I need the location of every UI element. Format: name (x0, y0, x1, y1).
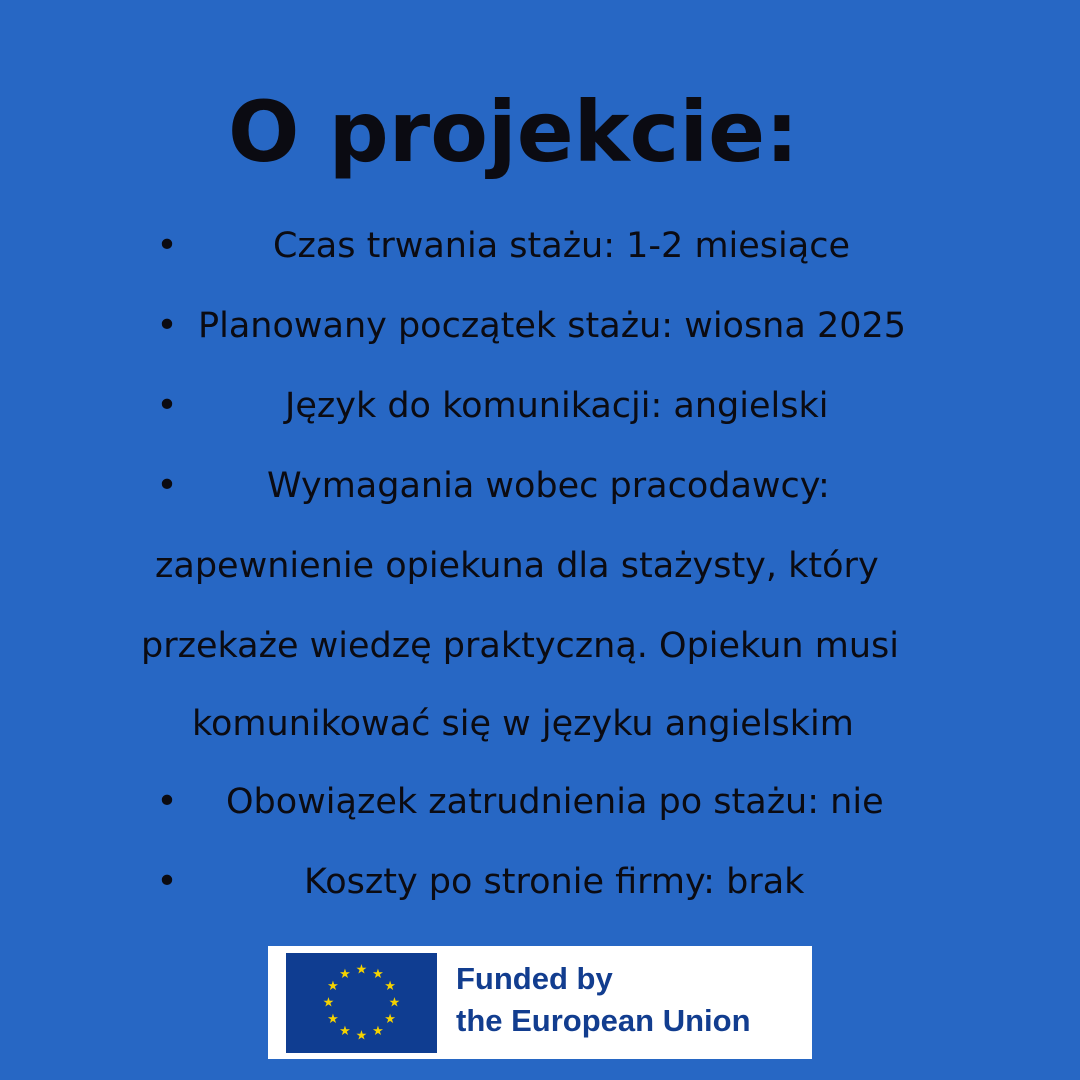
list-item-text: Koszty po stronie firmy: brak (304, 862, 805, 902)
bullet-point: • (156, 225, 178, 266)
svg-text:★: ★ (327, 979, 339, 994)
eu-flag-icon (286, 953, 437, 1053)
bullet-point: • (156, 385, 178, 426)
list-item-text: Język do komunikacji: angielski (285, 386, 829, 426)
list-item-text: komunikować się w języku angielskim (192, 704, 854, 744)
list-item-text: zapewnienie opiekuna dla stażysty, który (155, 546, 879, 586)
svg-text:★: ★ (327, 1012, 339, 1027)
list-item (0, 211, 1080, 281)
list-item-text: Planowany początek stażu: wiosna 2025 (198, 306, 907, 346)
list-item (0, 847, 1080, 917)
eu-logo-text (456, 958, 751, 1042)
svg-text:★: ★ (355, 1028, 368, 1044)
list-item (0, 451, 1080, 521)
list-item-text: Czas trwania stażu: 1-2 miesiące (273, 226, 850, 266)
list-item (0, 767, 1080, 837)
list-item-continuation (0, 611, 1080, 681)
svg-text:★: ★ (384, 1012, 396, 1027)
svg-text:★: ★ (322, 995, 335, 1011)
list-item-text: przekaże wiedzę praktyczną. Opiekun musi (141, 626, 899, 666)
eu-logo-line-1: Funded by (456, 961, 613, 996)
eu-stars-icon (286, 953, 437, 1053)
svg-text:★: ★ (339, 966, 351, 982)
svg-text:★: ★ (372, 966, 384, 982)
svg-text:★: ★ (355, 962, 368, 978)
list-item-continuation (0, 689, 1080, 759)
eu-funding-logo (268, 946, 812, 1059)
list-item-continuation (0, 531, 1080, 601)
bullet-point: • (156, 861, 178, 902)
bullet-point: • (156, 781, 178, 822)
svg-text:★: ★ (388, 995, 401, 1011)
svg-text:★: ★ (384, 979, 396, 994)
bullet-point: • (156, 305, 178, 346)
eu-logo-line-2: the European Union (456, 1003, 751, 1038)
list-item (0, 291, 1080, 361)
svg-text:★: ★ (372, 1024, 384, 1040)
page-title: O projekcie: (228, 83, 799, 181)
list-item-text: Obowiązek zatrudnienia po stażu: nie (226, 782, 884, 822)
list-item (0, 371, 1080, 441)
svg-text:★: ★ (339, 1024, 351, 1040)
bullet-point: • (156, 465, 178, 506)
list-item-text: Wymagania wobec pracodawcy: (267, 466, 830, 506)
